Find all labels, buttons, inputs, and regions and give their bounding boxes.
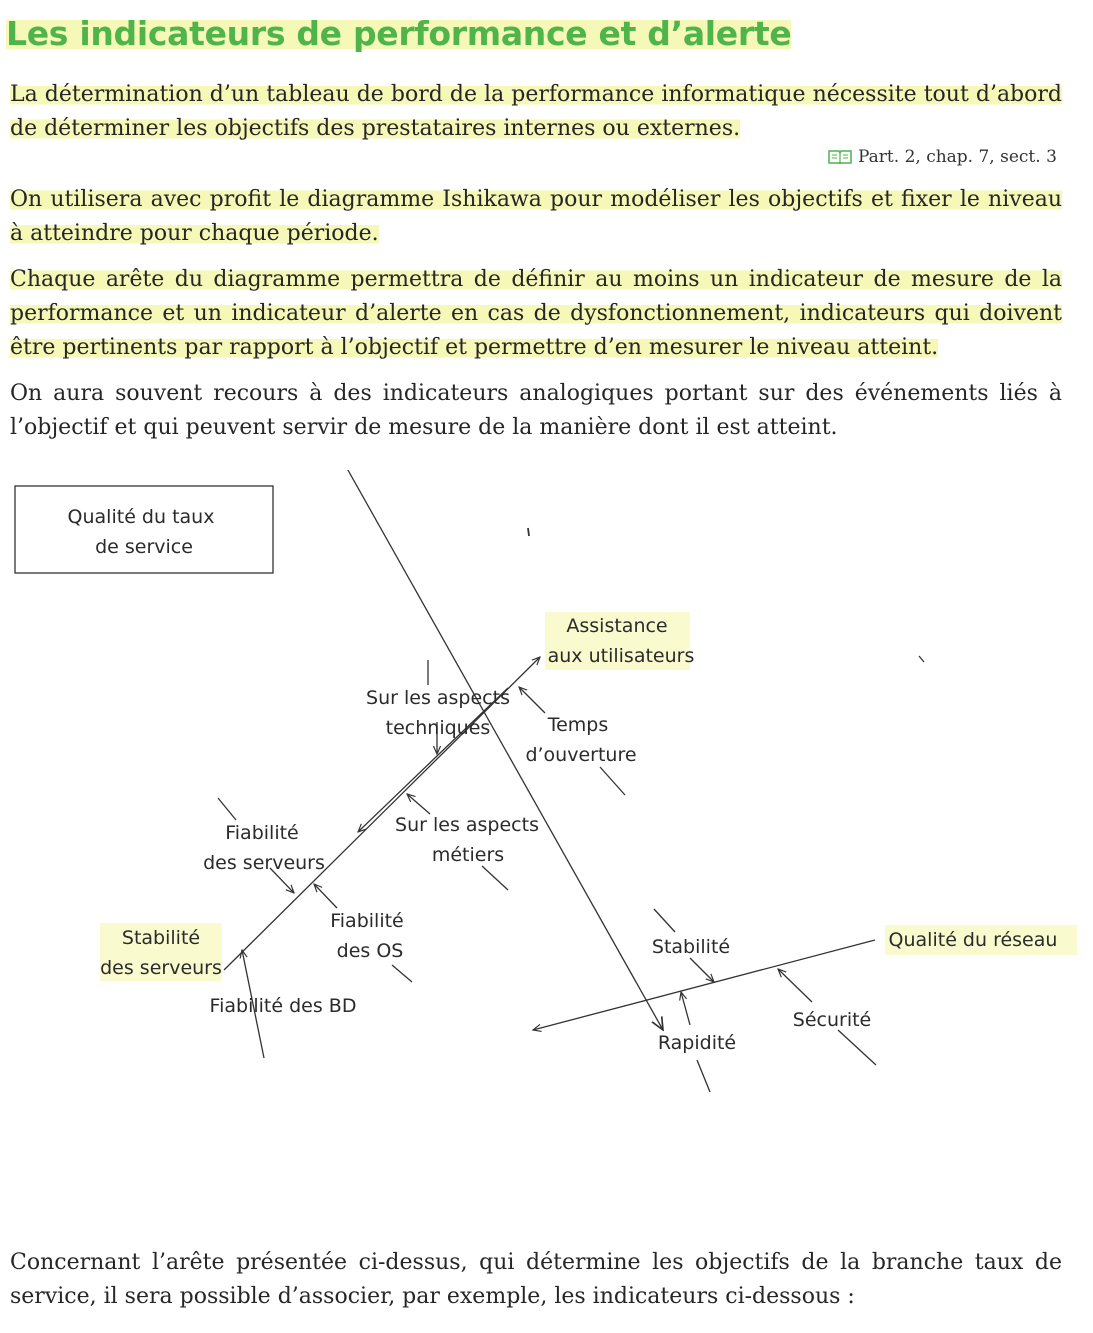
- fiab-serveurs-label-line1: Fiabilité: [225, 822, 299, 844]
- reference-text: Part. 2, chap. 7, sect. 3: [858, 147, 1057, 167]
- metiers-label-line2: métiers: [431, 844, 505, 866]
- fiab-os-label-line2: des OS: [336, 940, 404, 962]
- reseau-label: Qualité du réseau: [888, 929, 1058, 951]
- paragraph-analogiques: On aura souvent recours à des indicateurs analogiques portant sur des événements liés à l’objectif et qui peuvent servir de mesure de la manière dont il est atteint.: [10, 381, 1062, 440]
- metiers-label-line1: Sur les aspects: [395, 814, 539, 836]
- stub-fiab-os-arrow: [314, 884, 337, 908]
- stub-ouverture: [600, 767, 625, 795]
- stabilite-serveurs-label-line1: Stabilité: [121, 927, 201, 949]
- paragraph-arete: Chaque arête du diagramme permettra de définir au moins un indicateur de mesure de la performance et un indicateur d’alerte en cas de dysfonctionnement, indicateurs qui doivent être pertinents par rapport à l’objectif et permettre d’en mesurer le niveau atteint.: [10, 267, 1062, 360]
- stabilite-label: Stabilité: [651, 936, 731, 958]
- stub-stabilite: [654, 909, 675, 932]
- stub-fiab-os: [392, 965, 412, 982]
- ishikawa-diagram: [0, 470, 1093, 1210]
- goal-box: [15, 486, 273, 573]
- stub-metiers-arrow: [407, 794, 430, 814]
- goal-label-line2: de service: [95, 536, 193, 558]
- section-heading: Les indicateurs de performance et d’alerte: [6, 14, 792, 53]
- paragraph-intro: La détermination d’un tableau de bord de la performance informatique nécessite tout d’abord de déterminer les objectifs des prestataires internes ou externes.: [10, 82, 1062, 141]
- rapidite-label: Rapidité: [657, 1032, 737, 1054]
- paragraph-ishikawa: On utilisera avec profit le diagramme Ishikawa pour modéliser les objectifs et fixer le niveau à atteindre pour chaque période.: [10, 187, 1062, 246]
- stub-metiers: [482, 866, 508, 890]
- assistance-label-line1: Assistance: [566, 615, 668, 637]
- cross-reference: [828, 147, 1057, 167]
- fiab-bd-label: Fiabilité des BD: [209, 995, 357, 1017]
- stub-ouverture-arrow: [519, 687, 545, 713]
- fiab-os-label-line1: Fiabilité: [330, 910, 404, 932]
- goal-label-line1: Qualité du taux: [67, 506, 215, 528]
- securite-label: Sécurité: [792, 1009, 872, 1031]
- stub-securite-arrow: [778, 969, 812, 1002]
- stub-rapidite: [697, 1060, 710, 1092]
- paragraph-closing: Concernant l’arête présentée ci-dessus, qui détermine les objectifs de la branche taux de service, il sera possible d’associer, par exemple, les indicateurs ci-dessous :: [10, 1250, 1062, 1309]
- techniques-label-line2: techniques: [385, 717, 491, 739]
- assistance-label-line2: aux utilisateurs: [547, 645, 695, 667]
- stub-rapidite-arrow: [681, 992, 690, 1025]
- fiab-serveurs-label-line2: des serveurs: [203, 852, 325, 874]
- ouverture-label-line1: Temps: [547, 714, 609, 736]
- stub-fiab-serveurs: [218, 798, 236, 820]
- ouverture-label-line2: d’ouverture: [525, 744, 637, 766]
- stabilite-serveurs-label-line2: des serveurs: [100, 957, 222, 979]
- stub-securite: [838, 1030, 876, 1065]
- book-icon: [828, 149, 852, 164]
- stub-stabilite-arrow: [690, 958, 714, 982]
- techniques-label-line1: Sur les aspects: [366, 687, 510, 709]
